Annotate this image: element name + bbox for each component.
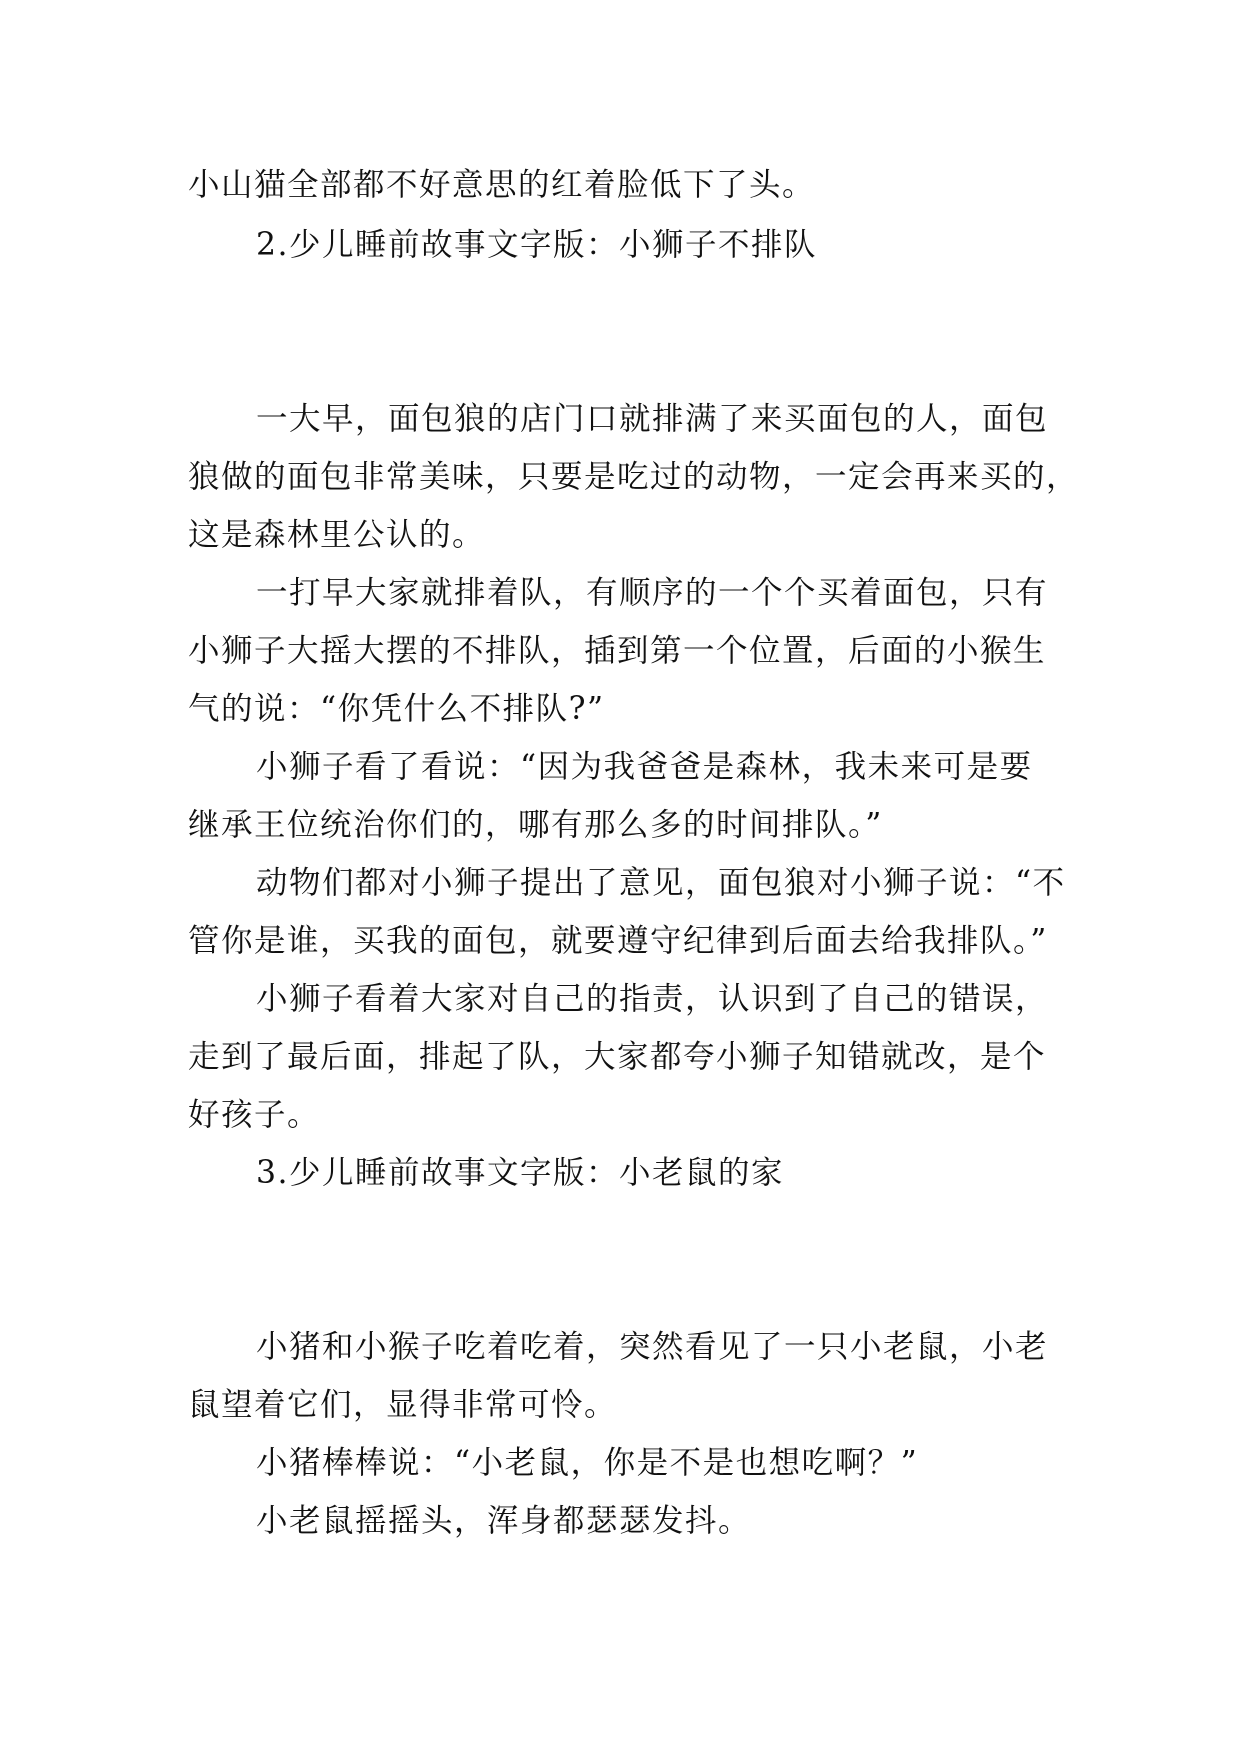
paragraph-line: 鼠望着它们，显得非常可怜。 [188,1387,618,1423]
paragraph-line: 小狮子大摇大摆的不排队，插到第一个位置，后面的小猴生 [188,633,1047,669]
paragraph-line: 继承王位统治你们的，哪有那么多的时间排队。” [188,807,883,843]
paragraph-line: 小猪和小猴子吃着吃着，突然看见了一只小老鼠，小老 [256,1329,1049,1365]
paragraph-line: 管你是谁，买我的面包，就要遵守纪律到后面去给我排队。” [188,923,1048,959]
section-heading: 2.少儿睡前故事文字版：小狮子不排队 [256,227,818,263]
paragraph-line: 一打早大家就排着队，有顺序的一个个买着面包，只有 [256,575,1049,611]
paragraph-line: 气的说：“你凭什么不排队?” [188,691,605,727]
paragraph-line: 动物们都对小狮子提出了意见，面包狼对小狮子说：“不 [256,865,1066,901]
paragraph-line: 小猪棒棒说：“小老鼠，你是不是也想吃啊？” [256,1445,919,1481]
paragraph-line: 小老鼠摇摇头，浑身都瑟瑟发抖。 [256,1503,752,1539]
paragraph-line: 小狮子看着大家对自己的指责，认识到了自己的错误， [256,981,1049,1017]
paragraph-line: 这是森林里公认的。 [188,517,486,553]
section-heading: 3.少儿睡前故事文字版：小老鼠的家 [256,1155,785,1191]
paragraph-line: 小山猫全部都不好意思的红着脸低下了头。 [188,167,816,203]
paragraph-line: 一大早，面包狼的店门口就排满了来买面包的人，面包 [256,401,1049,437]
paragraph-line: 狼做的面包非常美味，只要是吃过的动物，一定会再来买的， [188,459,1080,495]
paragraph-line: 好孩子。 [188,1097,321,1133]
paragraph-line: 走到了最后面，排起了队，大家都夸小狮子知错就改，是个 [188,1039,1047,1075]
paragraph-line: 小狮子看了看说：“因为我爸爸是森林，我未来可是要 [256,749,1033,785]
